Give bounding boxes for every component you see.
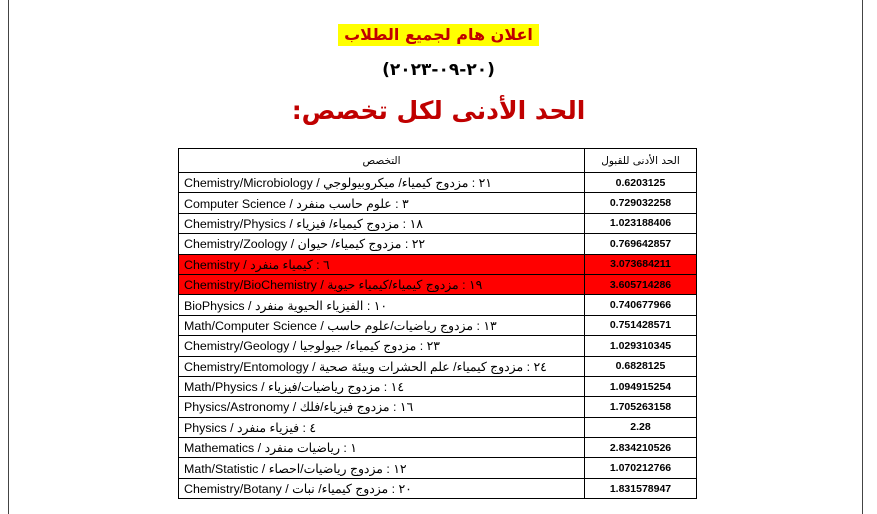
specialization-cell: Chemistry / ٦ : كيمياء منفرد [179,254,585,274]
minimum-score-cell: 1.070212766 [585,458,697,478]
specialization-cell: Mathematics / ١ : رياضيات منفرد [179,438,585,458]
specialization-cell: Physics / ٤ : فيزياء منفرد [179,417,585,437]
specialization-cell: Chemistry/BioChemistry / ١٩ : مزدوج كيمياء/كيمياء حيوية [179,274,585,294]
table-row [179,397,697,417]
table-row [179,274,697,294]
minimum-score-cell: 1.831578947 [585,478,697,498]
specialization-cell: Math/Computer Science / ١٣ : مزدوج رياضيات/علوم حاسب [179,315,585,335]
table-row [179,234,697,254]
table-row [179,438,697,458]
specialization-cell: Chemistry/Microbiology / ٢١ : مزدوج كيمياء/ ميكروبيولوجي [179,173,585,193]
minimum-score-cell: 1.705263158 [585,397,697,417]
minimum-score-cell: 3.073684211 [585,254,697,274]
specialization-cell: Math/Statistic / ١٢ : مزدوج رياضيات/احصاء [179,458,585,478]
specialization-cell: Chemistry/Entomology / ٢٤ : مزدوج كيمياء/ علم الحشرات وبيئة صحية [179,356,585,376]
table-row [179,376,697,396]
header-specialization: التخصص [179,149,585,173]
specialization-cell: Computer Science / ٣ : علوم حاسب منفرد [179,193,585,213]
minimum-score-cell: 0.729032258 [585,193,697,213]
minimum-scores-table [178,148,697,499]
announcement-date: (٢٠-٠٩-٢٠٢٣) [382,60,495,80]
announcement-banner: اعلان هام لجميع الطلاب [338,24,539,46]
table-row [179,478,697,498]
announcement-header [0,24,877,46]
minimum-score-cell: 1.094915254 [585,376,697,396]
minimum-score-cell: 0.751428571 [585,315,697,335]
table-row [179,193,697,213]
minimum-score-cell: 0.769642857 [585,234,697,254]
minimum-score-cell: 2.28 [585,417,697,437]
minimum-score-cell: 1.029310345 [585,336,697,356]
specialization-cell: Chemistry/Botany / ٢٠ : مزدوج كيمياء/ نبات [179,478,585,498]
table-row [179,417,697,437]
table-row [179,315,697,335]
table-row [179,356,697,376]
minimum-score-cell: 1.023188406 [585,213,697,233]
specialization-cell: Chemistry/Geology / ٢٣ : مزدوج كيمياء/ جيولوجيا [179,336,585,356]
minimum-score-cell: 3.605714286 [585,274,697,294]
specialization-cell: Physics/Astronomy / ١٦ : مزدوج فيزياء/فلك [179,397,585,417]
table-header-row [179,149,697,173]
table-row [179,254,697,274]
table-row [179,173,697,193]
table-row [179,458,697,478]
minimum-score-cell: 0.740677966 [585,295,697,315]
page-title: الحد الأدنى لكل تخصص: [291,96,586,125]
table-row [179,336,697,356]
specialization-cell: Math/Physics / ١٤ : مزدوج رياضيات/فيزياء [179,376,585,396]
specialization-cell: Chemistry/Zoology / ٢٢ : مزدوج كيمياء/ حيوان [179,234,585,254]
specialization-cell: BioPhysics / ١٠ : الفيزياء الحيوية منفرد [179,295,585,315]
minimum-score-cell: 2.834210526 [585,438,697,458]
specialization-cell: Chemistry/Physics / ١٨ : مزدوج كيمياء/ فيزياء [179,213,585,233]
minimum-score-cell: 0.6828125 [585,356,697,376]
minimum-score-cell: 0.6203125 [585,173,697,193]
table-row [179,213,697,233]
table-row [179,295,697,315]
header-minimum: الحد الأدنى للقبول [585,149,697,173]
